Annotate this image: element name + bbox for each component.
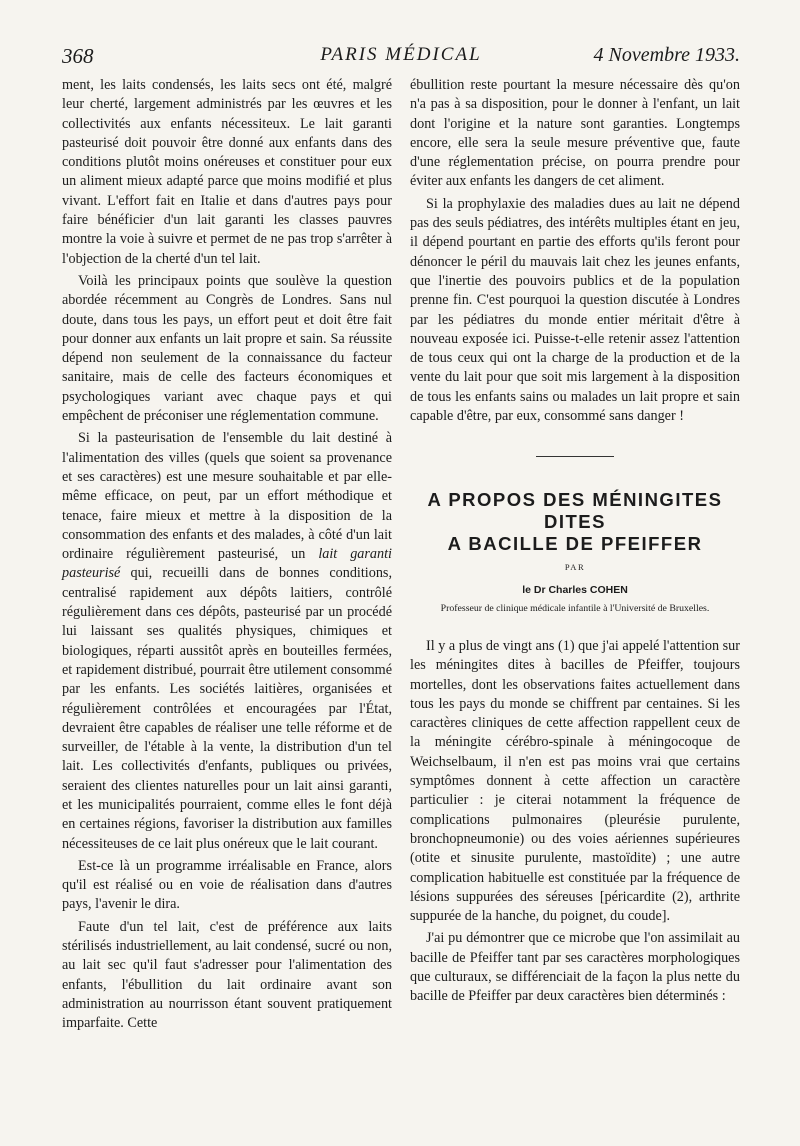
article-title-line: A BACILLE DE PFEIFFER [447, 533, 703, 555]
paragraph: ment, les laits condensés, les laits secs ont été, malgré leur cherté, largement administrés par les œuvres et les collectivités aux enfants nécessiteux. Le lait garanti pasteurisé doit pouvoir être donné aux enfants dans des conditions plutôt moins onéreuses et constituer pour eux un aliment mieux adapté parce que moins modifié et plus vivant. L'effort fait en Italie et dans d'autres pays pour faire bénéficier d'un lait garanti les classes pauvres montre la voie à suivre et permet de ne pas trop s'arrêter à l'objection de la cherté d'un tel lait. [62, 77, 392, 267]
section-divider [536, 456, 614, 457]
emphasis-text: lait garanti pasteurisé [62, 546, 392, 582]
right-column [410, 76, 740, 1007]
author-affiliation: Professeur de clinique médicale infantile à l'Université de Bruxelles. [440, 602, 710, 614]
article-body [410, 637, 740, 1007]
paragraph [62, 429, 392, 854]
journal-title: PARIS MÉDICAL [320, 44, 482, 65]
paragraph: ébullition reste pourtant la mesure nécessaire dès qu'on n'a pas à sa disposition, pour le donner à l'enfant, un lait dont l'origine et la nature sont garanties. Longtemps encore, elle sera la seule mesure préventive que, faute d'une réglementation précise, on pourra prendre pour éviter aux enfants les dangers de cet aliment. [410, 77, 740, 190]
byline-par: PAR [564, 562, 586, 573]
page-number: 368 [62, 44, 94, 68]
paragraph: Faute d'un tel lait, c'est de préférence aux laits stérilisés industriellement, au lait condensé, sucré ou non, au lait sec qu'il faut s'adresser pour l'alimentation des enfants, l'ébullition du lait ordinaire avant son administration au nourrisson étant souvent pratiquement imparfaite. Cette [62, 918, 392, 1032]
paragraph: Il y a plus de vingt ans (1) que j'ai appelé l'attention sur les méningites dites à bacilles de Pfeiffer, toujours mortelles, dont les observations faites actuellement dans tous les pays du monde se chiffrent par centaines. Si les caractères cliniques de cette affection rappellent ceux de la méningite cérébro-spinale à méningocoque de Weichselbaum, il n'en est pas moins vrai que certains symptômes donnent à cette affection un caractère particulier : je citerai notamment la fréquence de complications pulmonaires (pleurésie purulente, bronchopneumonie) ou des voies aériennes supérieures (otite et sinusite purulente, mastoïdite) ; une autre complication habituelle est constituée par la fréquence de lésions suppurées des séreuses [péricardite (2), arthrite suppurée de la hanche, du poignet, du coude]. [410, 637, 741, 925]
page-header [62, 44, 740, 74]
article-title [410, 489, 740, 555]
paragraph: J'ai pu démontrer que ce microbe que l'on assimilait au bacille de Pfeiffer tant par ses caractères morphologiques que culturaux, se différenciait de la façon la plus nette du bacille de Pfeiffer par deux caractères bien déterminés : [410, 930, 740, 1005]
paragraph: Si la prophylaxie des maladies dues au lait ne dépend pas des seuls pédiatres, des intérêts multiples étant en jeu, il dépend pourtant en partie des efforts qu'ils feront pour dénoncer le péril du mauvais lait chez les jeunes enfants, que l'inertie des pouvoirs publics et de la population prenne fin. C'est pourquoi la question discutée à Londres par les pédiatres du monde entier méritait d'être à nouveau exposée ici. Puisse-t-elle retenir assez l'attention de tous ceux qui ont la charge de la production et de la vente du lait pour que soit mis largement à la disposition de tous les enfants sains ou malades un lait propre et sain capable d'être, par eux, consommé sans danger ! [410, 195, 740, 425]
article-title-line: A PROPOS DES MÉNINGITES [427, 489, 723, 511]
article-title-line: DITES [544, 511, 606, 533]
paragraph: Voilà les principaux points que soulève la question abordée récemment au Congrès de Londres. Sans nul doute, dans tous les pays, un effort peut et doit être fait pour donner aux enfants un lait propre et sain. Sa réussite dépend non seulement de la connaissance du facteur sanitaire, mais de celle des facteurs économiques et psychologiques variant avec chaque pays et qui empêchent de préconiser une réglementation commune. [62, 272, 392, 425]
paragraph-text: qui, recueilli dans de bonnes conditions, centralisé rapidement aux dépôts laitiers, contrôlé régulièrement dans ces dépôts, pasteurisé par un procédé lui laissant ses qualités physiques, chimiques et biologiques, réparti aussitôt après en bouteilles fermées, et rapidement distribué, pourrait être utilement consommé par les enfants. Les sociétés laitières, organisées et régulièrement contrôlées et encouragées par l'État, devraient être capables de réaliser une telle réforme et de surveiller, de l'étable à la vente, la distribution d'un tel lait. Les collectivités d'enfants, publiques ou privées, seraient des clientes naturelles pour un lait ainsi garanti, et les municipalités pourraient, comme elles le font déjà en certaines régions, favoriser la distribution aux familles nécessiteuses de ce lait plus onéreux que le lait courant. [62, 565, 393, 852]
paragraph: Est-ce là un programme irréalisable en France, alors qu'il est réalisé ou en voie de réalisation dans d'autres pays, l'avenir le dira. [62, 857, 392, 913]
issue-date: 4 Novembre 1933. [593, 44, 740, 66]
article-author: le Dr Charles COHEN [522, 583, 628, 596]
paragraph-text: Si la pasteurisation de l'ensemble du lait destiné à l'alimentation des villes (quels que soient sa provenance et ses caractères) est une mesure souhaitable et par elle-même efficace, on peut, par un effort méthodique et tenace, faire mieux et mettre à la disposition de la consommation des enfants et des malades, à côté d'un lait ordinaire régulièrement pasteurisé, un [62, 430, 392, 563]
left-column [62, 76, 392, 1034]
